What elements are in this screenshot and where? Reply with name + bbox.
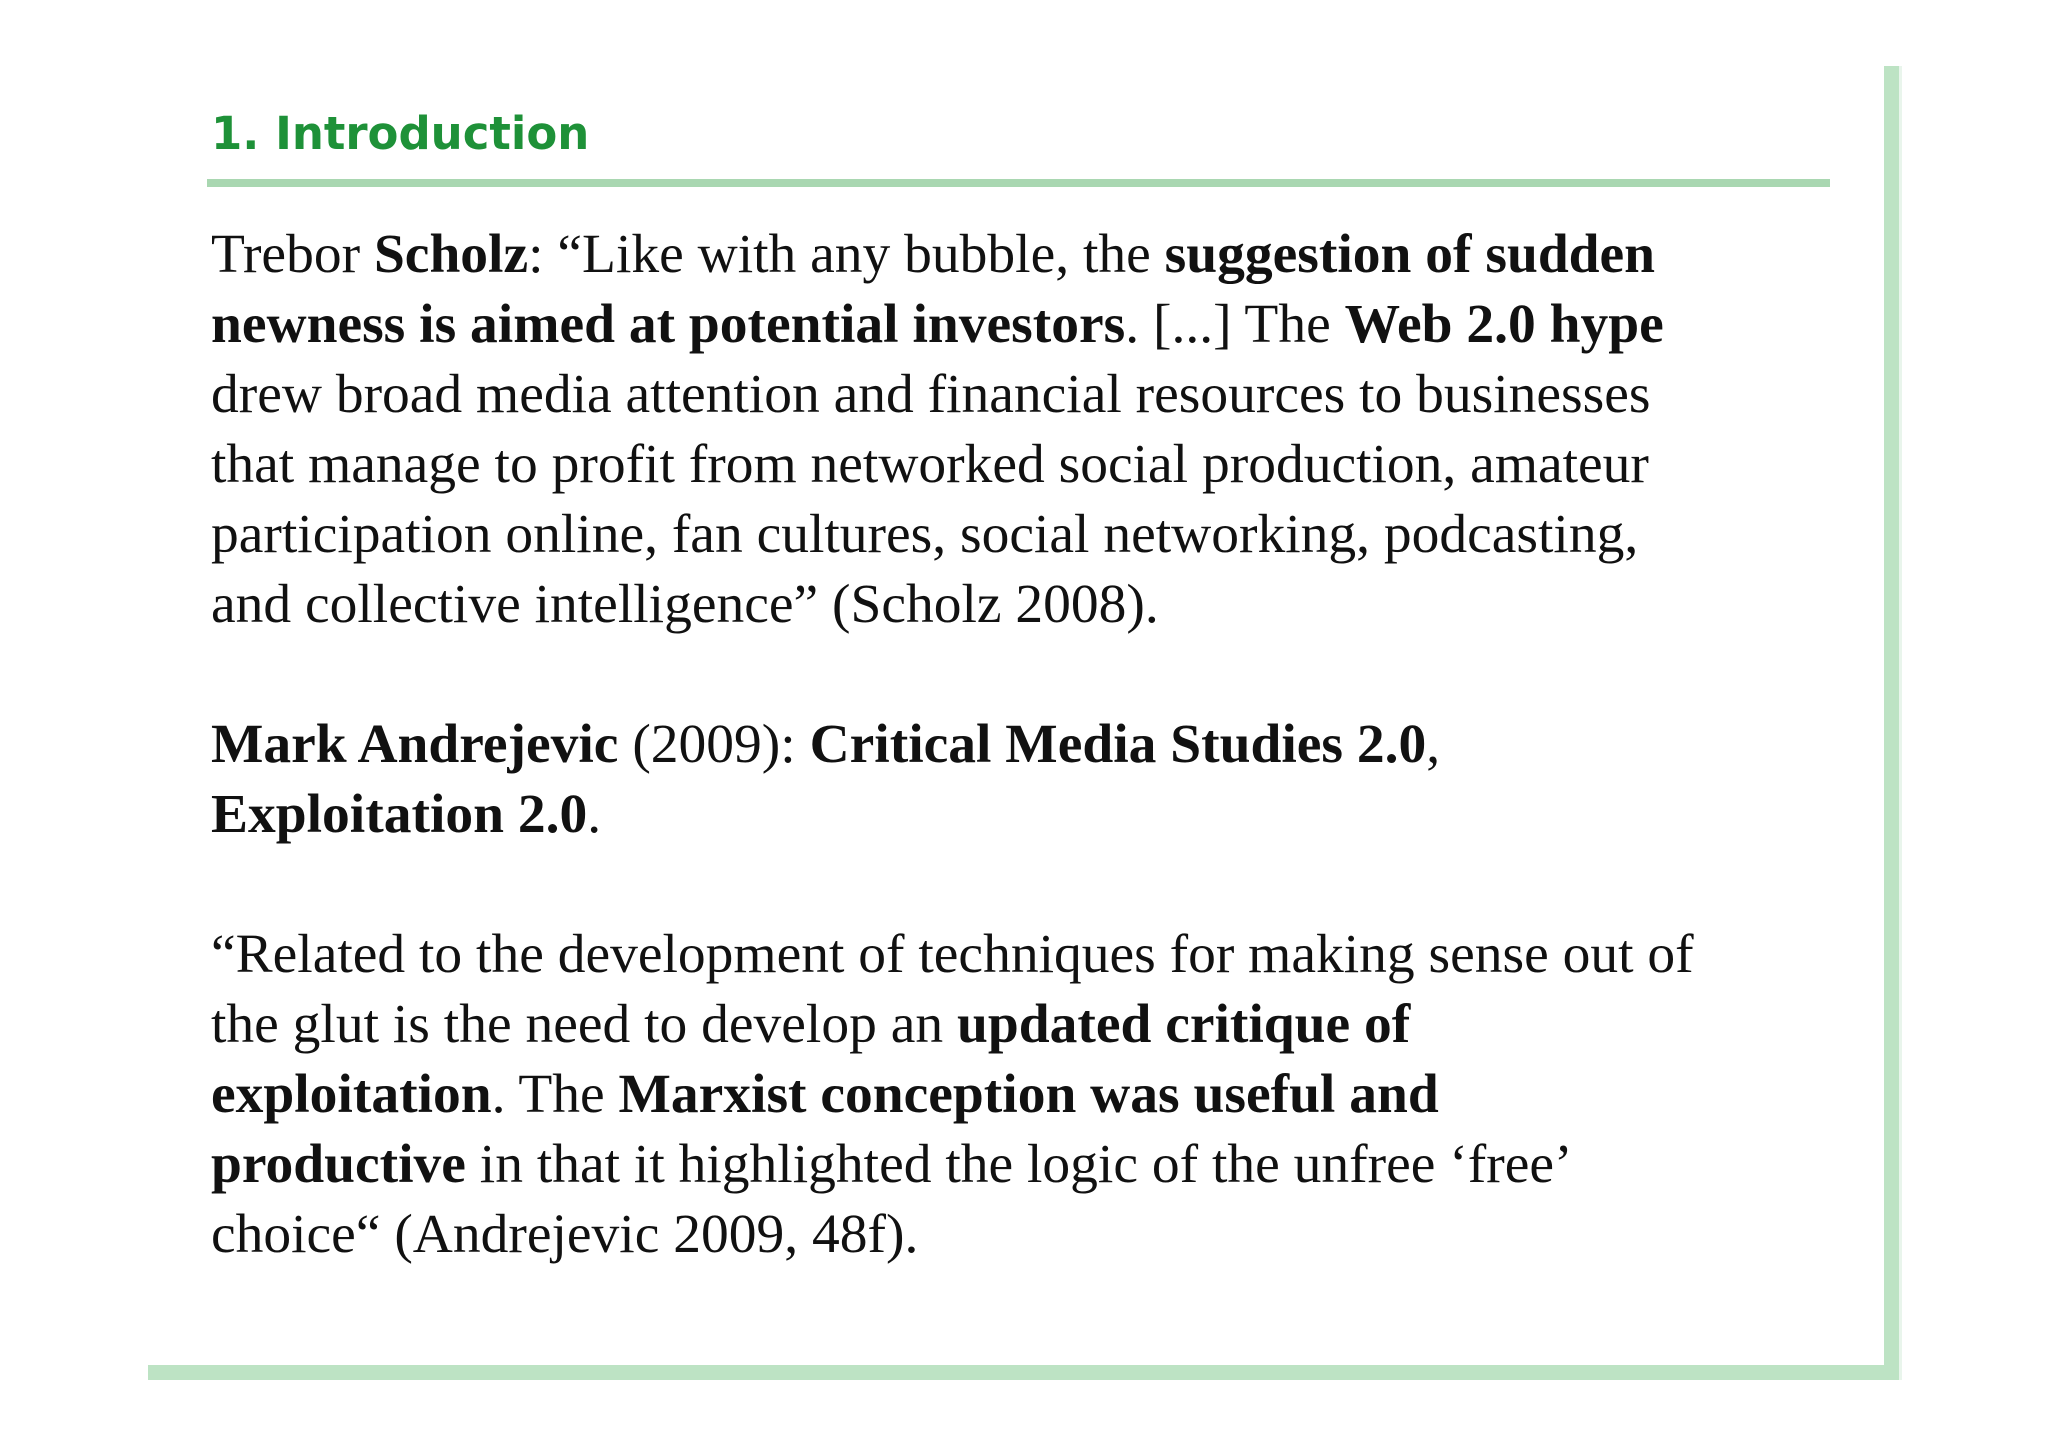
text-line [211,1064,1439,1125]
text-line [211,994,1410,1055]
bold-text-run: suggestion of sudden [1164,224,1656,285]
text-run: (2009): [618,714,810,775]
text-line [211,1134,1572,1195]
text-run: choice“ (Andrejevic 2009, 48f). [211,1204,919,1265]
text-line [211,504,1638,565]
paragraph-3 [211,920,1871,1270]
bold-text-run: Scholz [373,224,529,285]
bold-text-run: Exploitation 2.0 [211,784,588,845]
paragraph-2 [211,710,1871,850]
bold-text-run: Critical Media Studies 2.0 [809,714,1427,775]
right-frame-rule [1884,66,1899,1380]
slide-body [211,220,1871,1270]
text-line [211,784,601,845]
text-run: the glut is the need to develop an [211,994,957,1055]
right-frame-shadow [1899,66,1902,1380]
text-run: , [1426,714,1441,775]
text-run: . [587,784,602,845]
slide-heading: 1. Introduction [211,107,590,160]
heading-underline-rule [207,179,1830,187]
paragraph-1 [211,220,1871,640]
text-line [211,924,1694,985]
text-run: and collective intelligence” (Scholz 2008). [211,574,1159,635]
text-line [211,574,1159,635]
text-line [211,224,1655,285]
bold-text-run: Marxist conception was useful and [618,1064,1439,1125]
text-run: . [...] The [1125,294,1345,355]
bold-text-run: updated critique of [956,994,1411,1055]
text-line [211,1204,918,1265]
bold-text-run: Mark Andrejevic [211,714,619,775]
text-run: participation online, fan cultures, social networking, podcasting, [211,504,1639,565]
text-line [211,294,1664,355]
text-run: . The [491,1064,619,1125]
text-run: in that it highlighted the logic of the unfree ‘free’ [465,1134,1573,1195]
text-run: drew broad media attention and financial resources to businesses [211,364,1651,425]
text-run: Trebor [211,224,374,285]
bold-text-run: productive [211,1134,466,1195]
paragraph-spacer [211,850,1871,920]
paragraph-spacer [211,640,1871,710]
text-line [211,434,1649,495]
bottom-frame-rule [148,1365,1899,1380]
bold-text-run: exploitation [211,1064,492,1125]
text-run: that manage to profit from networked social production, amateur [211,434,1649,495]
text-run: : “Like with any bubble, the [528,224,1165,285]
text-line [211,364,1650,425]
bold-text-run: Web 2.0 hype [1344,294,1664,355]
text-run: “Related to the development of techniques for making sense out of [211,924,1694,985]
bold-text-run: newness is aimed at potential investors [211,294,1126,355]
text-line [211,714,1440,775]
